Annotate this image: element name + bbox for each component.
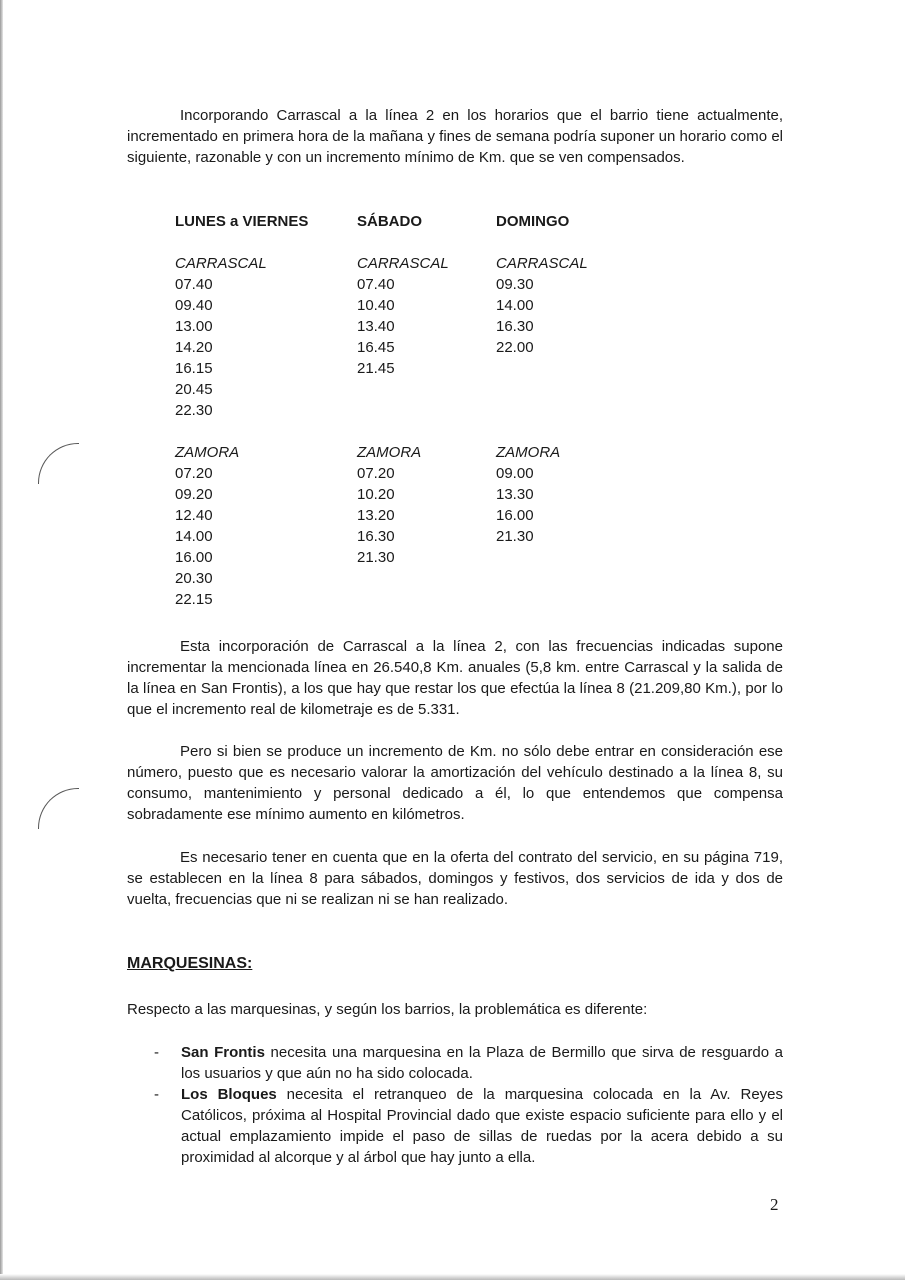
time-entry: 10.20	[357, 486, 395, 503]
column-header: LUNES a VIERNES	[175, 213, 309, 230]
zamora-times-list	[175, 463, 308, 610]
time-entry: 07.40	[357, 276, 395, 293]
bullet-dash: -	[154, 1086, 159, 1103]
time-entry: 16.15	[175, 360, 213, 377]
time-entry: 22.30	[175, 402, 213, 419]
time-entry: 07.20	[175, 465, 213, 482]
carrascal-label: CARRASCAL	[357, 255, 449, 272]
time-entry: 07.20	[357, 465, 395, 482]
time-entry: 22.00	[496, 339, 534, 356]
zamora-times-list	[357, 463, 449, 568]
time-entry: 16.30	[357, 528, 395, 545]
bullet-dash: -	[154, 1044, 159, 1061]
time-entry: 13.40	[357, 318, 395, 335]
carrascal-label: CARRASCAL	[175, 255, 267, 272]
bullet-bold-label: Los Bloques	[181, 1086, 277, 1103]
list-item	[127, 1042, 783, 1084]
time-entry: 12.40	[175, 507, 213, 524]
zamora-label: ZAMORA	[175, 444, 240, 461]
time-entry: 16.00	[496, 507, 534, 524]
time-entry: 21.30	[496, 528, 534, 545]
carrascal-label: CARRASCAL	[496, 255, 588, 272]
carrascal-times-list	[357, 274, 449, 421]
time-entry: 16.00	[175, 549, 213, 566]
paragraph-contract-offer: Es necesario tener en cuenta que en la oferta del contrato del servicio, en su página 719, se establecen en la línea 8 para sábados, domingos y festivos, dos servicios de ida y dos de vuelta, frecuencias que ni se realizan ni se han realizado.	[127, 849, 783, 908]
bullet-text: necesita el retranqueo de la marquesina colocada en la Av. Reyes Católicos, próxima al Hospital Provincial dado que existe espacio suficiente para ello y el actual emplazamiento impide el paso de sillas de ruedas por la acera debido a su proximidad al alcorque y al árbol que hay junto a ella.	[181, 1086, 784, 1166]
schedule-column-weekdays	[175, 211, 308, 610]
time-entry: 09.20	[175, 486, 213, 503]
schedule-column-saturday	[357, 211, 449, 568]
punch-hole-mark-bottom	[38, 788, 79, 829]
time-entry: 13.20	[357, 507, 395, 524]
page-number: 2	[770, 1195, 779, 1214]
time-entry: 21.30	[357, 549, 395, 566]
section-intro: Respecto a las marquesinas, y según los barrios, la problemática es diferente:	[127, 1001, 648, 1018]
time-entry: 16.45	[357, 339, 395, 356]
time-entry: 07.40	[175, 276, 213, 293]
intro-paragraph: Incorporando Carrascal a la línea 2 en los horarios que el barrio tiene actualmente, incrementado en primera hora de la mañana y fines de semana podría suponer un horario como el siguiente, razonable y con un incremento mínimo de Km. que se ven compensados.	[127, 107, 783, 166]
page-edge-left	[0, 0, 3, 1280]
bullet-bold-label: San Frontis	[181, 1044, 265, 1061]
paragraph-vehicle-costs: Pero si bien se produce un incremento de Km. no sólo debe entrar en consideración ese número, puesto que es necesario valorar la amortización del vehículo destinado a la línea 8, su consumo, mantenimiento y personal dedicado a él, lo que entendemos que compensa sobradamente ese mínimo aumento en kilómetros.	[127, 743, 783, 823]
time-entry: 20.30	[175, 570, 213, 587]
punch-hole-mark-top	[38, 443, 79, 484]
time-entry: 09.30	[496, 276, 534, 293]
time-entry: 22.15	[175, 591, 213, 608]
column-header: SÁBADO	[357, 213, 423, 230]
time-entry: 16.30	[496, 318, 534, 335]
time-entry: 13.30	[496, 486, 534, 503]
time-entry: 14.00	[175, 528, 213, 545]
section-title-marquesinas: MARQUESINAS:	[127, 955, 253, 972]
time-entry: 09.00	[496, 465, 534, 482]
time-entry: 13.00	[175, 318, 213, 335]
schedule-column-sunday	[496, 211, 588, 547]
zamora-label: ZAMORA	[357, 444, 422, 461]
time-entry: 10.40	[357, 297, 395, 314]
time-entry: 20.45	[175, 381, 213, 398]
bullet-list	[127, 1042, 783, 1168]
time-entry: 21.45	[357, 360, 395, 377]
time-entry: 14.00	[496, 297, 534, 314]
column-header: DOMINGO	[496, 213, 570, 230]
carrascal-times-list	[175, 274, 308, 421]
list-item	[127, 1084, 783, 1168]
time-entry: 14.20	[175, 339, 213, 356]
time-entry: 09.40	[175, 297, 213, 314]
paragraph-kilometers: Esta incorporación de Carrascal a la línea 2, con las frecuencias indicadas supone incrementar la mencionada línea en 26.540,8 Km. anuales (5,8 km. entre Carrascal y la salida de la línea en San Frontis), a los que hay que restar los que efectúa la línea 8 (21.209,80 Km.), por lo que el incremento real de kilometraje es de 5.331.	[127, 638, 783, 718]
page-edge-bottom	[0, 1274, 905, 1280]
bullet-text: necesita una marquesina en la Plaza de Bermillo que sirva de resguardo a los usuarios y que aún no ha sido colocada.	[181, 1044, 783, 1082]
carrascal-times-list	[496, 274, 588, 421]
zamora-times-list	[496, 463, 588, 547]
zamora-label: ZAMORA	[496, 444, 561, 461]
